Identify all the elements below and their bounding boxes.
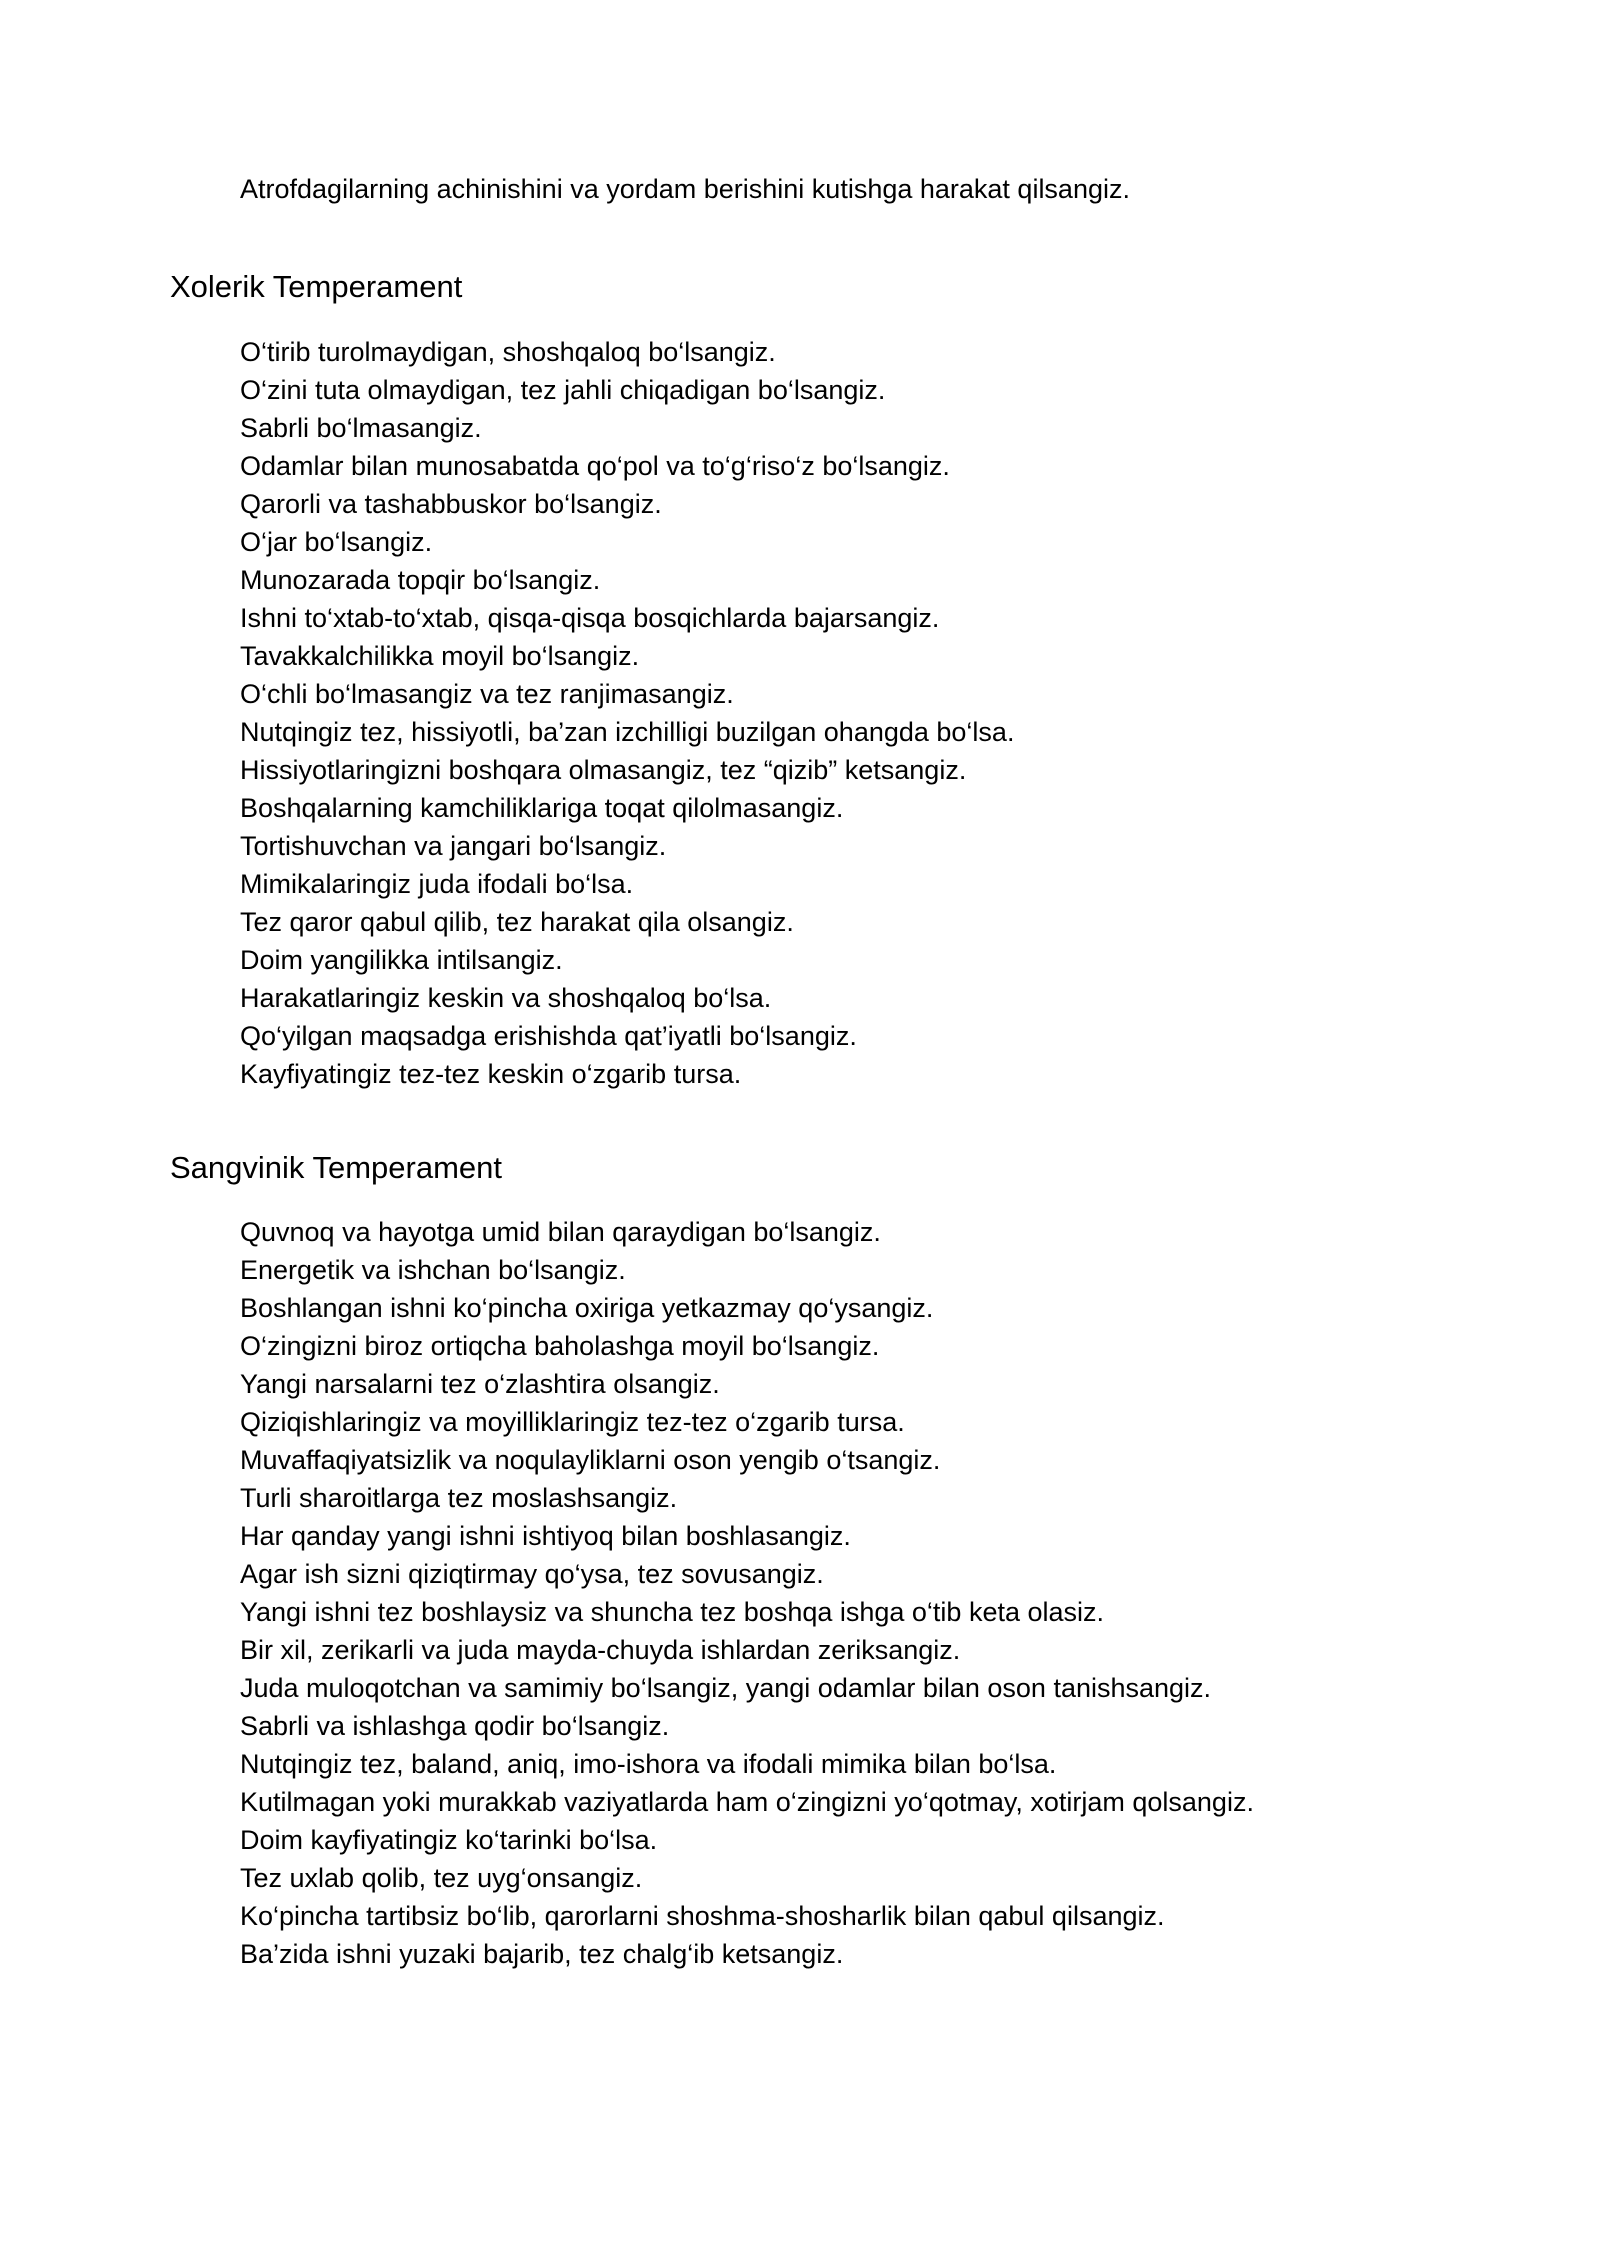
trait-list-item: Tez qaror qabul qilib, tez harakat qila olsangiz. — [240, 907, 794, 937]
trait-list-item: Kutilmagan yoki murakkab vaziyatlarda ham o‘zingizni yo‘qotmay, xotirjam qolsangiz. — [240, 1787, 1254, 1817]
trait-list-item: Boshlangan ishni ko‘pincha oxiriga yetkazmay qo‘ysangiz. — [240, 1293, 934, 1323]
sangvinik-trait-list — [240, 1213, 1254, 1973]
trait-list-item: Ba’zida ishni yuzaki bajarib, tez chalg‘ib ketsangiz. — [240, 1939, 844, 1969]
trait-list-item: Doim kayfiyatingiz ko‘tarinki bo‘lsa. — [240, 1825, 658, 1855]
trait-list-item: Tavakkalchilikka moyil bo‘lsangiz. — [240, 641, 640, 671]
intro-line: Atrofdagilarning achinishini va yordam berishini kutishga harakat qilsangiz. — [240, 174, 1130, 204]
trait-list-item: Turli sharoitlarga tez moslashsangiz. — [240, 1483, 678, 1513]
trait-list-item: Odamlar bilan munosabatda qo‘pol va to‘g‘riso‘z bo‘lsangiz. — [240, 451, 950, 481]
trait-list-item: Ishni to‘xtab-to‘xtab, qisqa-qisqa bosqichlarda bajarsangiz. — [240, 603, 940, 633]
trait-list-item: Ko‘pincha tartibsiz bo‘lib, qarorlarni shoshma-shosharlik bilan qabul qilsangiz. — [240, 1901, 1165, 1931]
trait-list-item: Nutqingiz tez, baland, aniq, imo-ishora va ifodali mimika bilan bo‘lsa. — [240, 1749, 1057, 1779]
trait-list-item: Yangi ishni tez boshlaysiz va shuncha tez boshqa ishga o‘tib keta olasiz. — [240, 1597, 1105, 1627]
trait-list-item: Yangi narsalarni tez o‘zlashtira olsangiz. — [240, 1369, 720, 1399]
trait-list-item: Har qanday yangi ishni ishtiyoq bilan boshlasangiz. — [240, 1521, 851, 1551]
section-heading-xolerik: Xolerik Temperament — [170, 269, 463, 304]
trait-list-item: Bir xil, zerikarli va juda mayda-chuyda ishlardan zeriksangiz. — [240, 1635, 961, 1665]
trait-list-item: Tez uxlab qolib, tez uyg‘onsangiz. — [240, 1863, 643, 1893]
trait-list-item: Mimikalaringiz juda ifodali bo‘lsa. — [240, 869, 634, 899]
trait-list-item: Energetik va ishchan bo‘lsangiz. — [240, 1255, 626, 1285]
trait-list-item: Munozarada topqir bo‘lsangiz. — [240, 565, 601, 595]
trait-list-item: Quvnoq va hayotga umid bilan qaraydigan bo‘lsangiz. — [240, 1217, 881, 1247]
trait-list-item: Muvaffaqiyatsizlik va noqulayliklarni oson yengib o‘tsangiz. — [240, 1445, 941, 1475]
trait-list-item: Tortishuvchan va jangari bo‘lsangiz. — [240, 831, 667, 861]
trait-list-item: O‘zini tuta olmaydigan, tez jahli chiqadigan bo‘lsangiz. — [240, 375, 886, 405]
trait-list-item: Sabrli va ishlashga qodir bo‘lsangiz. — [240, 1711, 670, 1741]
trait-list-item: Qiziqishlaringiz va moyilliklaringiz tez-tez o‘zgarib tursa. — [240, 1407, 905, 1437]
trait-list-item: Juda muloqotchan va samimiy bo‘lsangiz, yangi odamlar bilan oson tanishsangiz. — [240, 1673, 1212, 1703]
trait-list-item: Kayfiyatingiz tez-tez keskin o‘zgarib tursa. — [240, 1059, 742, 1089]
trait-list-item: Sabrli bo‘lmasangiz. — [240, 413, 482, 443]
trait-list-item: Qo‘yilgan maqsadga erishishda qat’iyatli bo‘lsangiz. — [240, 1021, 857, 1051]
trait-list-item: Doim yangilikka intilsangiz. — [240, 945, 563, 975]
xolerik-trait-list — [240, 333, 1014, 1093]
trait-list-item: Agar ish sizni qiziqtirmay qo‘ysa, tez sovusangiz. — [240, 1559, 824, 1589]
trait-list-item: Nutqingiz tez, hissiyotli, ba’zan izchilligi buzilgan ohangda bo‘lsa. — [240, 717, 1015, 747]
trait-list-item: Hissiyotlaringizni boshqara olmasangiz, tez “qizib” ketsangiz. — [240, 755, 967, 785]
trait-list-item: Harakatlaringiz keskin va shoshqaloq bo‘lsa. — [240, 983, 772, 1013]
section-heading-sangvinik: Sangvinik Temperament — [170, 1150, 502, 1185]
trait-list-item: O‘chli bo‘lmasangiz va tez ranjimasangiz. — [240, 679, 734, 709]
trait-list-item: Boshqalarning kamchiliklariga toqat qilolmasangiz. — [240, 793, 844, 823]
trait-list-item: O‘zingizni biroz ortiqcha baholashga moyil bo‘lsangiz. — [240, 1331, 880, 1361]
trait-list-item: O‘tirib turolmaydigan, shoshqaloq bo‘lsangiz. — [240, 337, 776, 367]
trait-list-item: Qarorli va tashabbuskor bo‘lsangiz. — [240, 489, 662, 519]
trait-list-item: O‘jar bo‘lsangiz. — [240, 527, 433, 557]
